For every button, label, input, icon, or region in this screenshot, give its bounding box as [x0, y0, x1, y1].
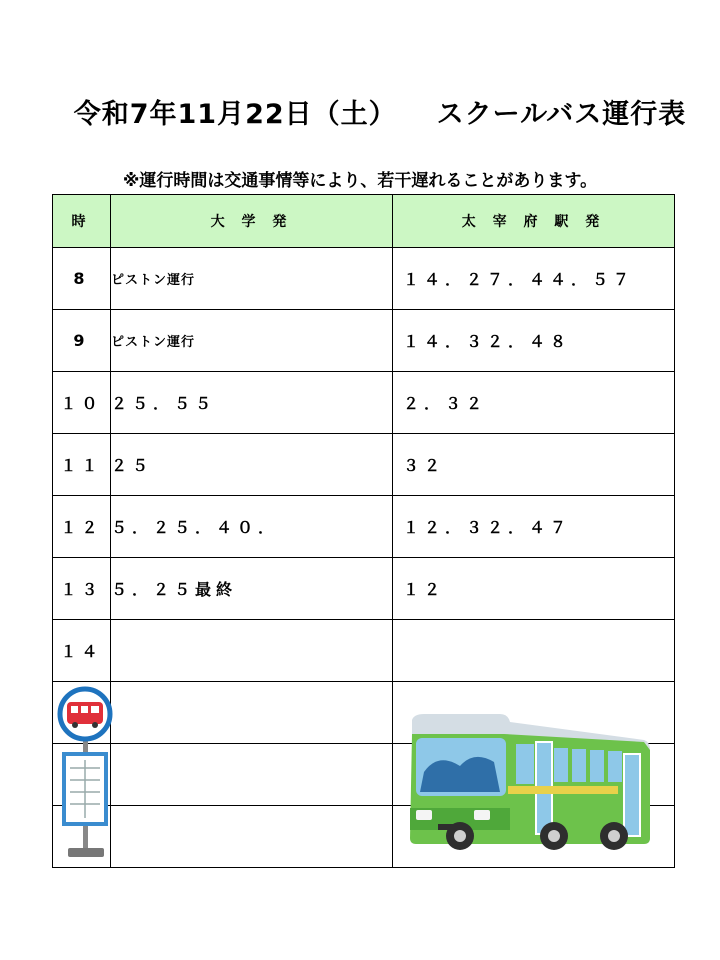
hour-cell: １０ — [53, 372, 111, 434]
page-title — [0, 92, 720, 131]
header-hour: 時 — [53, 195, 111, 248]
station-cell: １２．３２．４７ — [393, 496, 675, 558]
station-cell: ２．３２ — [393, 372, 675, 434]
university-cell: ２５．５５ — [111, 372, 393, 434]
station-cell: １２ — [393, 558, 675, 620]
station-cell: １４．３２．４８ — [393, 310, 675, 372]
title-name: スクールバス運行表 — [436, 99, 687, 130]
header-university: 大 学 発 — [111, 195, 393, 248]
bus-stop-icon — [56, 684, 116, 864]
table-row — [53, 372, 675, 434]
university-cell: ５．２５最終 — [111, 558, 393, 620]
table-row — [53, 496, 675, 558]
table-row — [53, 310, 675, 372]
hour-cell: １４ — [53, 620, 111, 682]
hour-cell: 8 — [53, 248, 111, 310]
title-date: 令和7年11月22日（土） — [73, 99, 397, 130]
table-row — [53, 248, 675, 310]
university-cell: ５．２５．４０． — [111, 496, 393, 558]
table-row — [53, 558, 675, 620]
table-row — [53, 620, 675, 682]
header-row — [53, 195, 675, 248]
station-cell: ３２ — [393, 434, 675, 496]
station-cell: １４．２７．４４．５７ — [393, 248, 675, 310]
bus-icon — [404, 712, 656, 858]
table-row — [53, 434, 675, 496]
delay-note: ※運行時間は交通事情等により、若干遅れることがあります。 — [122, 171, 598, 191]
university-cell — [111, 620, 393, 682]
hour-cell: １１ — [53, 434, 111, 496]
hour-cell: 9 — [53, 310, 111, 372]
hour-cell: １２ — [53, 496, 111, 558]
hour-cell: １３ — [53, 558, 111, 620]
university-cell: ２５ — [111, 434, 393, 496]
university-cell: ピストン運行 — [111, 248, 393, 310]
university-cell: ピストン運行 — [111, 310, 393, 372]
station-cell — [393, 620, 675, 682]
header-station: 太 宰 府 駅 発 — [393, 195, 675, 248]
